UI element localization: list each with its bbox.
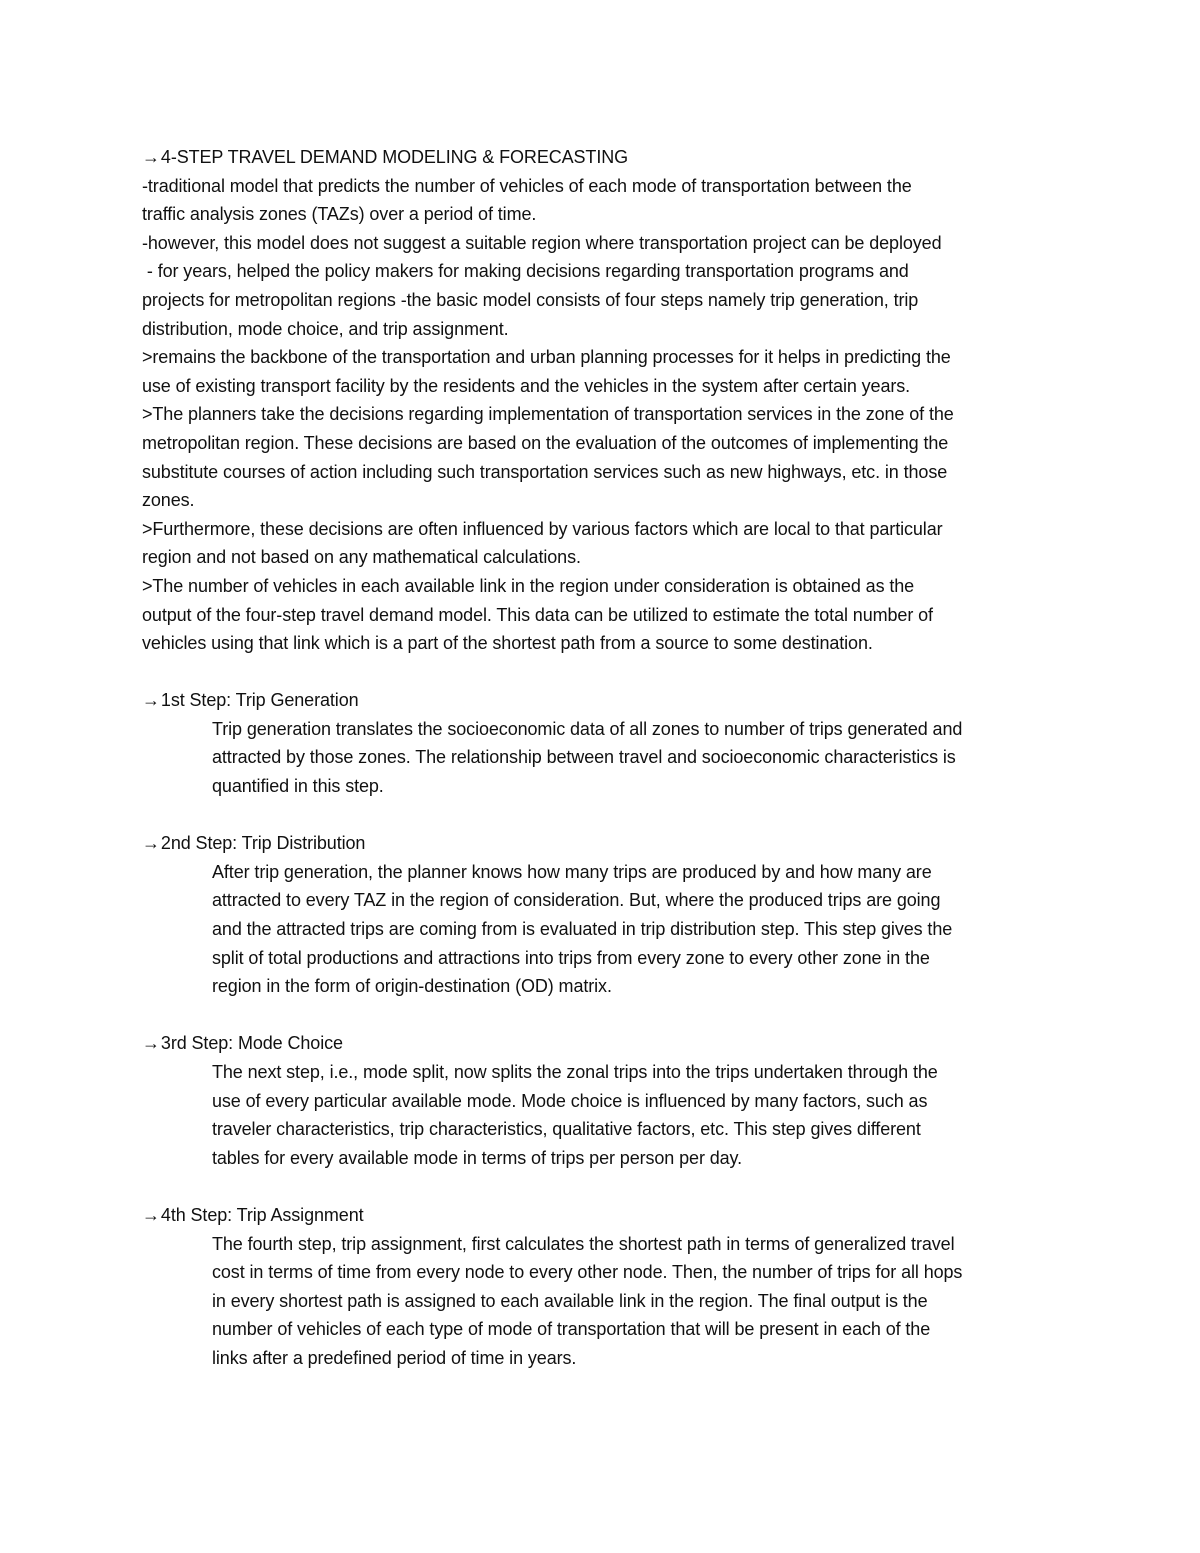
- arrow-right-icon: →: [142, 1204, 160, 1225]
- section-spacer: [142, 658, 1072, 687]
- arrow-right-icon: →: [142, 1033, 160, 1054]
- step-body-line: After trip generation, the planner knows how many trips are produced by and how many are: [212, 861, 932, 882]
- document-body: [142, 143, 1072, 1373]
- step-body-line: and the attracted trips are coming from is evaluated in trip distribution step. This step gives the: [212, 919, 953, 940]
- step-body-line: links after a predefined period of time in years.: [212, 1347, 577, 1368]
- step-body-line: split of total productions and attractions into trips from every zone to every other zone in the: [212, 947, 930, 968]
- step-body-line: attracted to every TAZ in the region of consideration. But, where the produced trips are going: [212, 890, 941, 911]
- document-title-text: 4-STEP TRAVEL DEMAND MODELING & FORECASTING: [160, 147, 629, 167]
- step-heading-text: 3rd Step: Mode Choice: [160, 1033, 343, 1054]
- intro-section: [142, 172, 1072, 658]
- step-body-line: The next step, i.e., mode split, now splits the zonal trips into the trips undertaken through the: [212, 1062, 938, 1082]
- section-spacer: [142, 801, 1072, 830]
- intro-line: -traditional model that predicts the number of vehicles of each mode of transportation between the: [142, 175, 912, 196]
- step-heading-text: 1st Step: Trip Generation: [160, 690, 359, 711]
- step-body-line: cost in terms of time from every node to every other node. Then, the number of trips for all hops: [212, 1262, 963, 1283]
- step-section-4: [142, 1201, 1072, 1373]
- step-body-line: number of vehicles of each type of mode of transportation that will be present in each of the: [212, 1319, 931, 1340]
- intro-line: substitute courses of action including such transportation services such as new highways, etc. in those: [142, 461, 948, 482]
- intro-line: zones.: [142, 490, 195, 511]
- intro-line: -however, this model does not suggest a suitable region where transportation project can be deployed: [142, 232, 942, 253]
- step-heading-text: 4th Step: Trip Assignment: [160, 1204, 364, 1225]
- intro-line: metropolitan region. These decisions are based on the evaluation of the outcomes of implementing the: [142, 432, 949, 453]
- step-body-line: use of every particular available mode. Mode choice is influenced by many factors, such as: [212, 1090, 928, 1111]
- intro-line: - for years, helped the policy makers for making decisions regarding transportation programs and: [142, 261, 909, 282]
- step-section-1: [142, 686, 1072, 800]
- step-heading: [142, 829, 1072, 858]
- intro-line: >Furthermore, these decisions are often influenced by various factors which are local to that particular: [142, 518, 943, 539]
- step-heading-text: 2nd Step: Trip Distribution: [160, 833, 366, 854]
- step-body-line: traveler characteristics, trip characteristics, qualitative factors, etc. This step gives different: [212, 1119, 921, 1140]
- step-section-2: [142, 829, 1072, 1001]
- step-body-line: Trip generation translates the socioeconomic data of all zones to number of trips generated and: [212, 718, 963, 739]
- step-heading: [142, 686, 1072, 715]
- step-body-line: attracted by those zones. The relationship between travel and socioeconomic characteristics is: [212, 747, 956, 768]
- section-spacer: [142, 1001, 1072, 1030]
- intro-line: region and not based on any mathematical calculations.: [142, 547, 581, 568]
- step-heading: [142, 1201, 1072, 1230]
- step-body-line: in every shortest path is assigned to each available link in the region. The final output is the: [212, 1290, 928, 1311]
- step-section-3: [142, 1029, 1072, 1172]
- intro-line: >remains the backbone of the transportation and urban planning processes for it helps in predicting the: [142, 347, 951, 368]
- intro-line: projects for metropolitan regions -the basic model consists of four steps namely trip generation, trip: [142, 289, 919, 310]
- intro-line: traffic analysis zones (TAZs) over a period of time.: [142, 204, 537, 225]
- intro-line: output of the four-step travel demand model. This data can be utilized to estimate the total number of: [142, 604, 933, 625]
- intro-line: distribution, mode choice, and trip assignment.: [142, 318, 509, 339]
- arrow-right-icon: →: [142, 147, 160, 167]
- arrow-right-icon: →: [142, 690, 160, 711]
- step-body-line: quantified in this step.: [212, 776, 384, 797]
- intro-line: >The number of vehicles in each available link in the region under consideration is obtained as the: [142, 575, 915, 596]
- step-body-line: region in the form of origin-destination (OD) matrix.: [212, 976, 612, 997]
- document-title: [142, 143, 1072, 172]
- step-body-line: tables for every available mode in terms of trips per person per day.: [212, 1147, 743, 1168]
- step-heading: [142, 1029, 1072, 1058]
- intro-line: vehicles using that link which is a part of the shortest path from a source to some destination.: [142, 633, 873, 654]
- intro-line: use of existing transport facility by the residents and the vehicles in the system after certain years.: [142, 375, 911, 396]
- step-body-line: The fourth step, trip assignment, first calculates the shortest path in terms of generalized travel: [212, 1233, 955, 1254]
- section-spacer: [142, 1172, 1072, 1201]
- intro-line: >The planners take the decisions regarding implementation of transportation services in the zone of the: [142, 404, 954, 425]
- arrow-right-icon: →: [142, 833, 160, 854]
